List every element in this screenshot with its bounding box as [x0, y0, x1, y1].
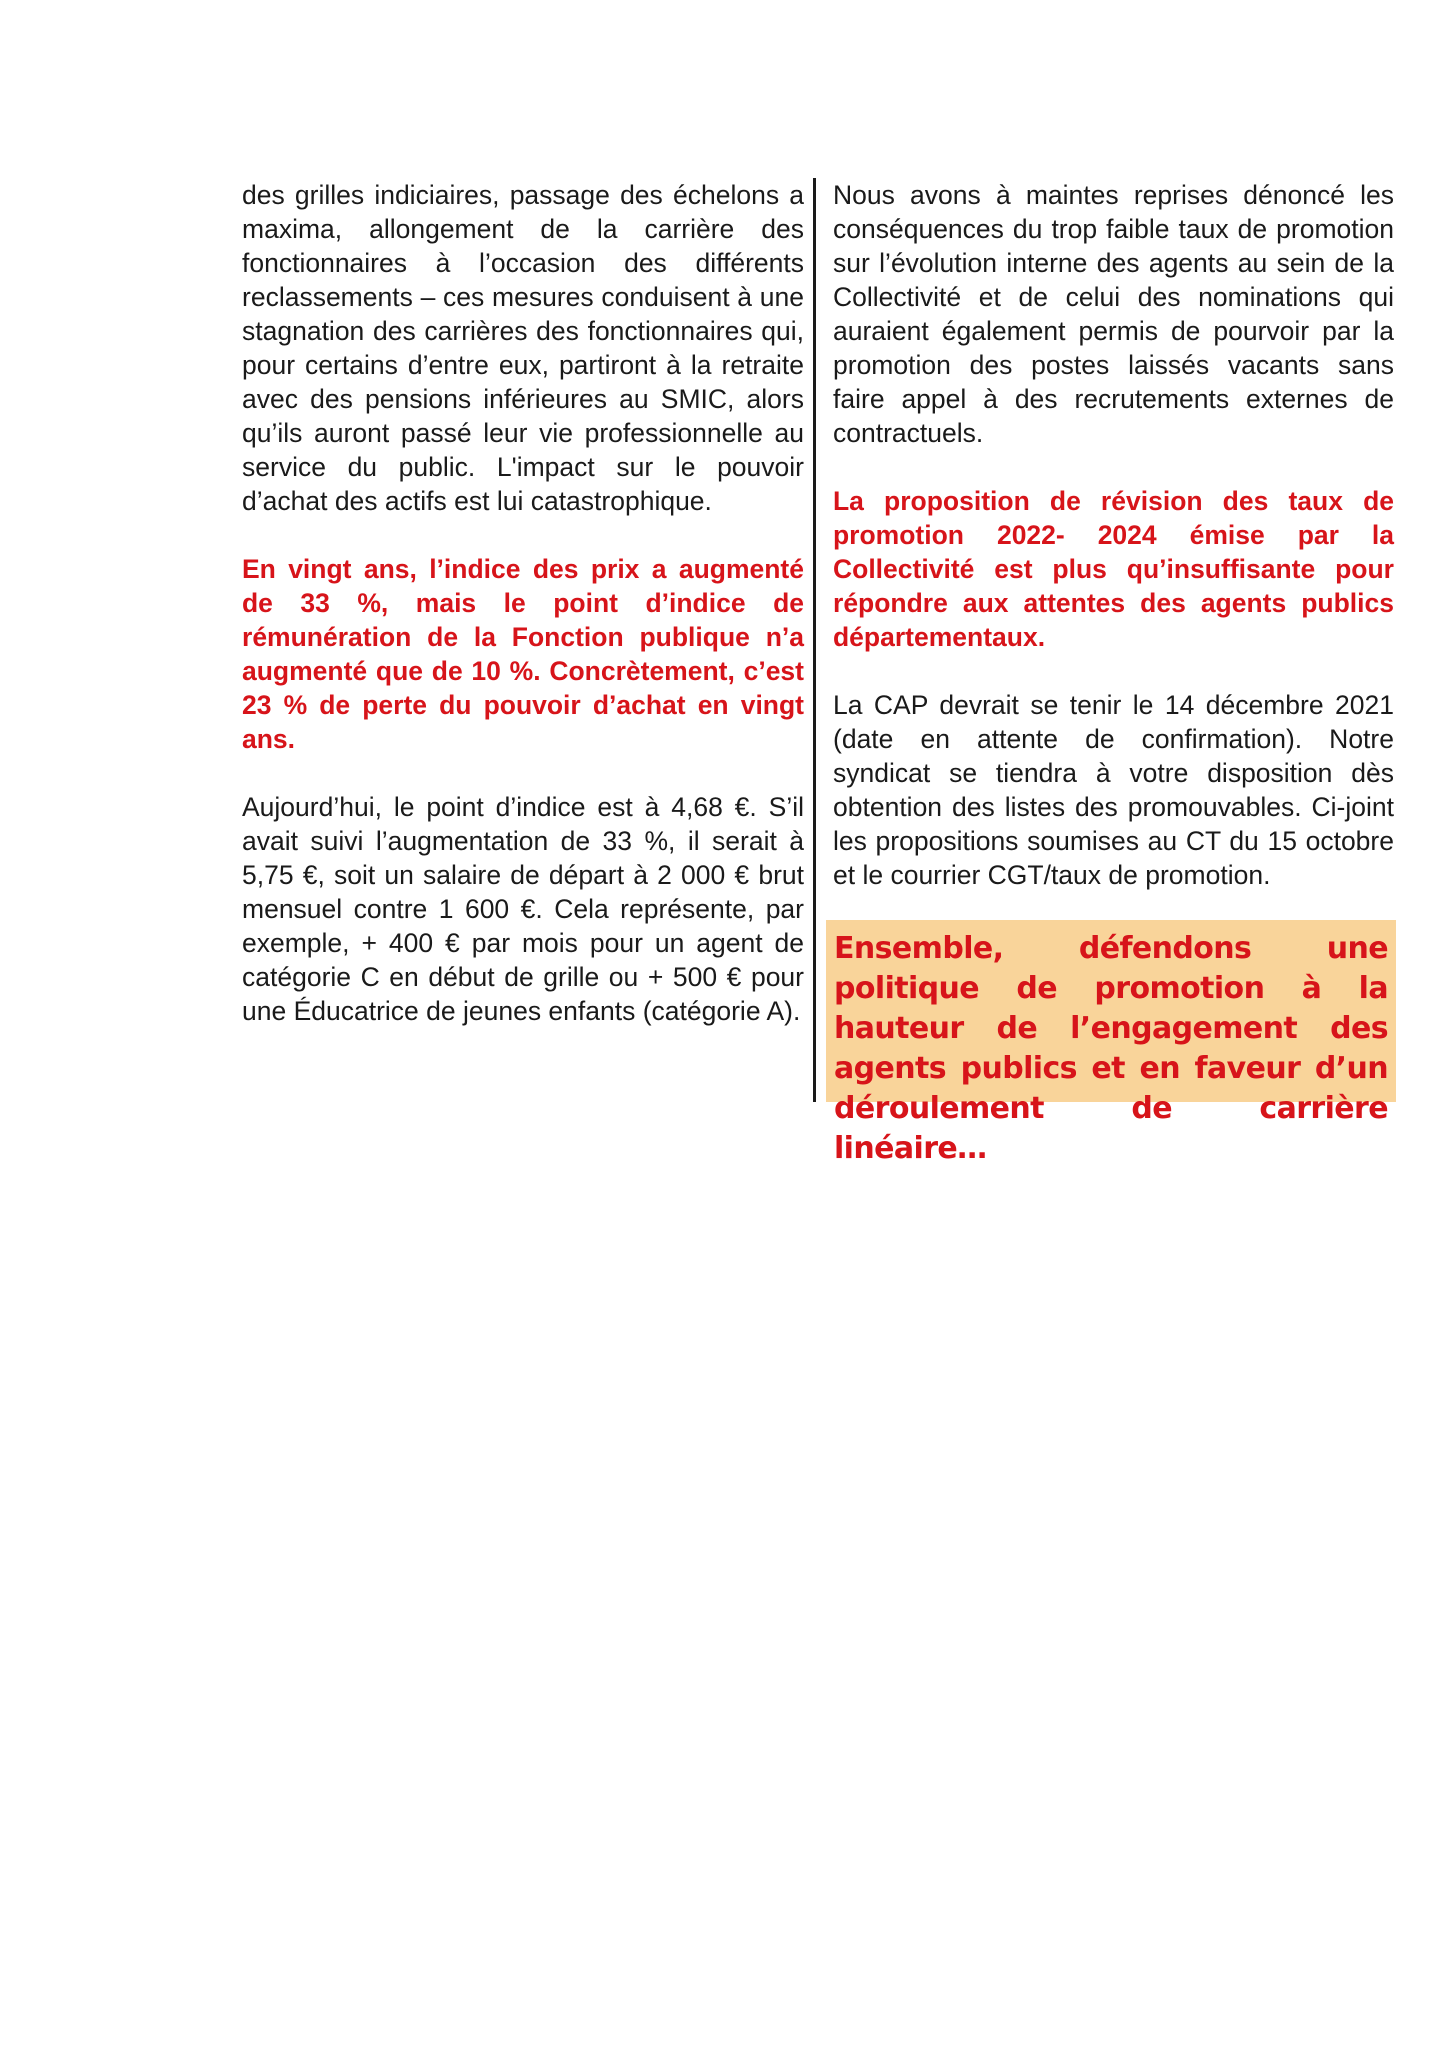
callout-text: Ensemble, défendons une politique de promotion à la hauteur de l’engagement des agents publics et en faveur d’un déroulement de carrière linéaire…: [834, 931, 1388, 1166]
right-paragraph-1: Nous avons à maintes reprises dénoncé les conséquences du trop faible taux de promotion sur l’évolution interne des agents au sein de la Collectivité et de celui des nominations qui auraient également permis de pourvoir par la promotion des postes laissés vacants sans faire appel à des recrutements externes de contractuels.: [833, 180, 1394, 448]
column-divider: [813, 178, 816, 1102]
left-paragraph-1: des grilles indiciaires, passage des échelons a maxima, allongement de la carrière des fonctionnaires à l’occasion des différents reclassements – ces mesures conduisent à une stagnation des carrières des fonctionnaires qui, pour certains d’entre eux, partiront à la retraite avec des pensions inférieures au SMIC, alors qu’ils auront passé leur vie professionnelle au service du public. L'impact sur le pouvoir d’achat des actifs est lui catastrophique.: [242, 180, 804, 516]
right-paragraph-3: La CAP devrait se tenir le 14 décembre 2021 (date en attente de confirmation). Notre syndicat se tiendra à votre disposition dès obtention des listes des promouvables. Ci-joint les propositions soumises au CT du 15 octobre et le courrier CGT/taux de promotion.: [833, 690, 1394, 890]
left-highlight-paragraph: En vingt ans, l’indice des prix a augmenté de 33 %, mais le point d’indice de rémunération de la Fonction publique n’a augmenté que de 10 %. Concrètement, c’est 23 % de perte du pouvoir d’achat en vingt ans.: [242, 554, 804, 754]
callout-box: [826, 920, 1396, 1166]
left-paragraph-3: Aujourd’hui, le point d’indice est à 4,68 €. S’il avait suivi l’augmentation de 33 %, il serait à 5,75 €, soit un salaire de départ à 2 000 € brut mensuel contre 1 600 €. Cela représente, par exemple, + 400 € par mois pour un agent de catégorie C en début de grille ou + 500 € pour une Éducatrice de jeunes enfants (catégorie A).: [242, 792, 804, 1026]
right-highlight-paragraph: La proposition de révision des taux de promotion 2022- 2024 émise par la Collectivité est plus qu’insuffisante pour répondre aux attentes des agents publics départementaux.: [833, 486, 1394, 652]
right-column: [833, 178, 1394, 926]
left-column: [242, 178, 804, 1062]
